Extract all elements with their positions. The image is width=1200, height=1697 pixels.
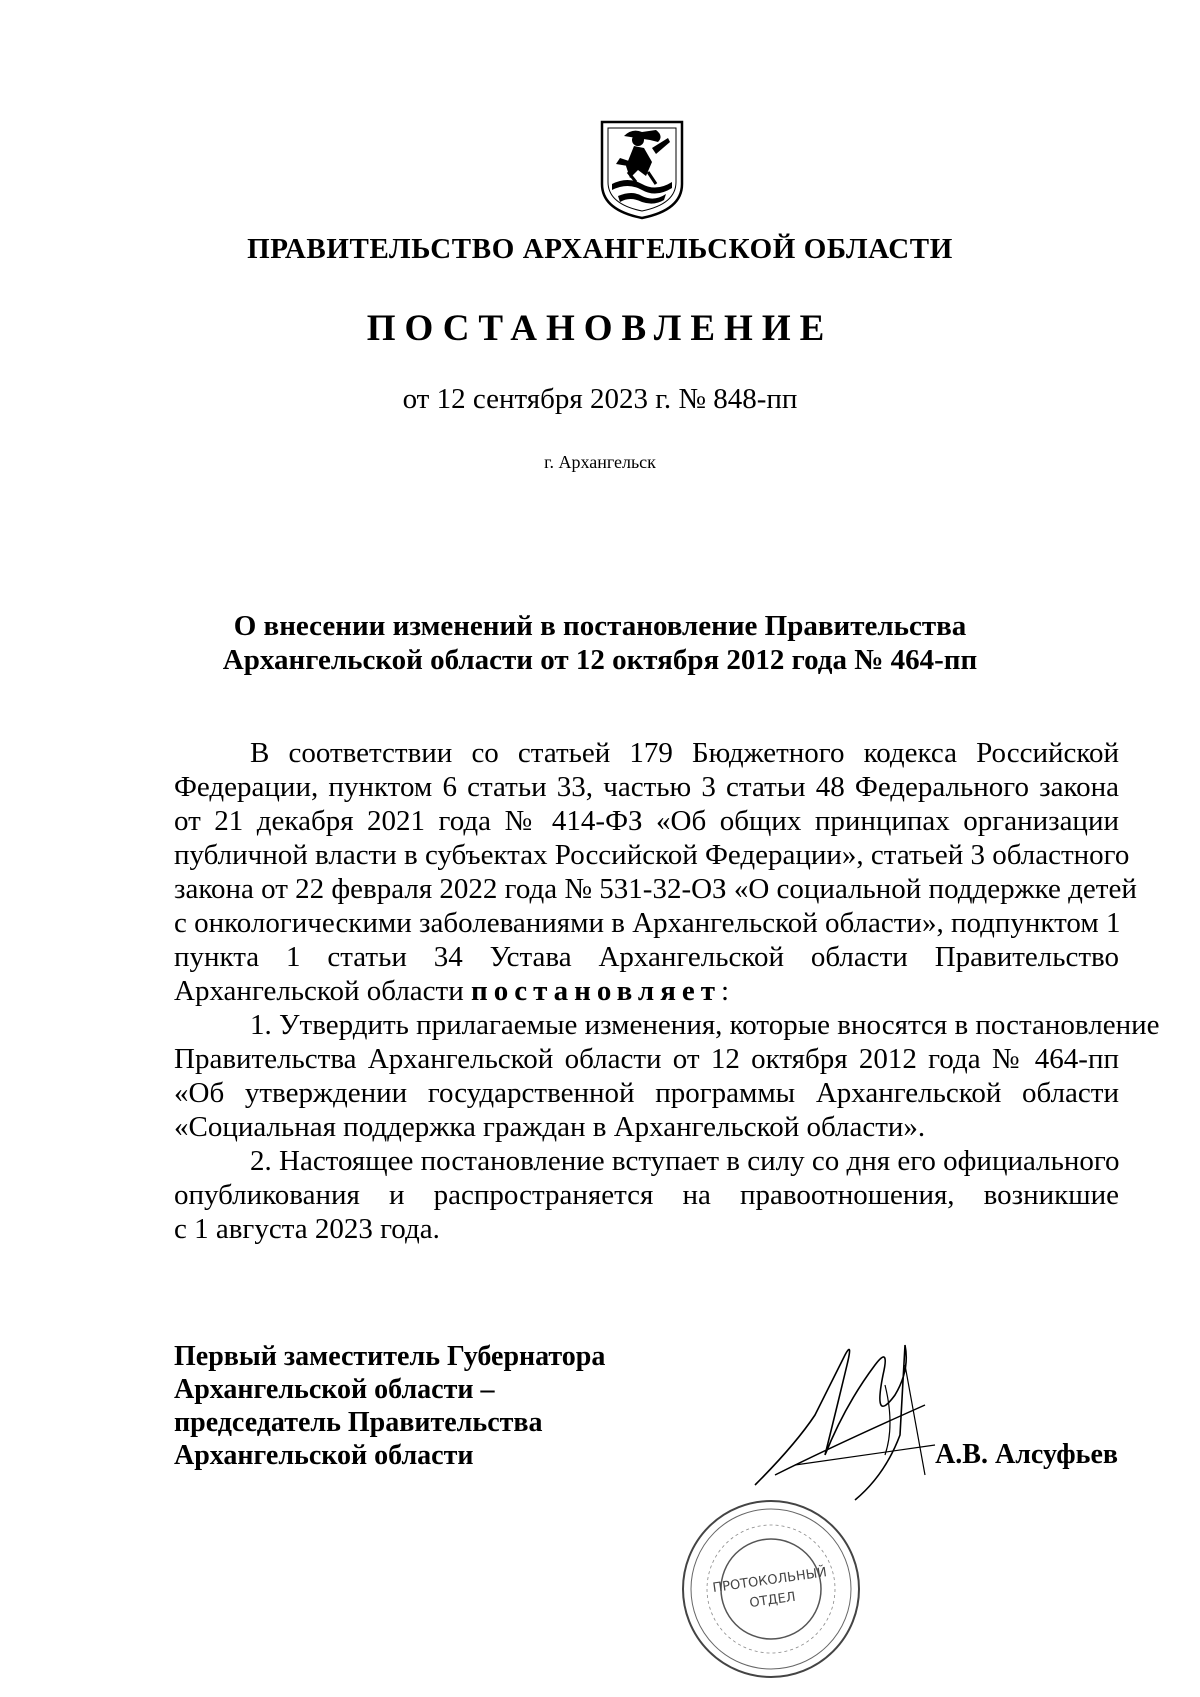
item2-line: 2. Настоящее постановление вступает в силу со дня его официального	[250, 1145, 1120, 1177]
official-seal-stamp-icon	[676, 1494, 866, 1684]
document-type: ПОСТАНОВЛЕНИЕ	[366, 308, 834, 349]
body-line-decree	[174, 974, 1119, 1008]
body-line: Федерации, пунктом 6 статьи 33, частью 3 статьи 48 Федерального закона	[174, 771, 1119, 803]
body-line-text: Архангельской области	[174, 975, 464, 1007]
subject-line: О внесении изменений в постановление Правительства	[233, 610, 967, 642]
item1-line: «Об утверждении государственной программы Архангельской области	[174, 1077, 1119, 1109]
signatory-title-line: Архангельской области	[174, 1440, 474, 1471]
signatory-title-line: председатель Правительства	[174, 1407, 543, 1438]
government-title: ПРАВИТЕЛЬСТВО АРХАНГЕЛЬСКОЙ ОБЛАСТИ	[247, 233, 953, 265]
body-line: от 21 декабря 2021 года № 414-ФЗ «Об общих принципах организации	[174, 805, 1119, 837]
body-line: закона от 22 февраля 2022 года № 531-32-ОЗ «О социальной поддержке детей	[174, 873, 1137, 905]
body-line: В соответствии со статьей 179 Бюджетного кодекса Российской	[250, 737, 1119, 769]
body-line: пункта 1 статьи 34 Устава Архангельской области Правительство	[174, 941, 1119, 973]
signatory-name: А.В. Алсуфьев	[935, 1439, 1118, 1470]
document-subject	[0, 609, 1200, 677]
signatory-title-line: Архангельской области –	[174, 1374, 495, 1405]
body-line: с онкологическими заболеваниями в Архангельской области», подпунктом 1	[174, 907, 1121, 939]
item1-line: «Социальная поддержка граждан в Архангельской области».	[174, 1111, 926, 1143]
subject-line: Архангельской области от 12 октября 2012 года № 464-пп	[222, 644, 978, 676]
document-date-number: от 12 сентября 2023 г. № 848-пп	[402, 383, 798, 415]
coat-of-arms-icon	[598, 118, 686, 220]
decree-word: постановляет	[470, 975, 722, 1007]
body-line: публичной власти в субъектах Российской Федерации», статьей 3 областного	[174, 839, 1130, 871]
item2-line: опубликования и распространяется на правоотношения, возникшие	[174, 1179, 1119, 1211]
item1-line: Правительства Архангельской области от 12 октября 2012 года № 464-пп	[174, 1043, 1119, 1075]
svg-text:ОТДЕЛ: ОТДЕЛ	[748, 1589, 797, 1612]
document-city: г. Архангельск	[544, 452, 656, 472]
document-body	[174, 736, 1160, 1246]
decree-colon: :	[721, 975, 730, 1007]
handwritten-signature-icon	[735, 1325, 975, 1510]
svg-text:ПРОТОКОЛЬНЫЙ: ПРОТОКОЛЬНЫЙ	[711, 1565, 828, 1597]
signatory-title-line: Первый заместитель Губернатора	[174, 1341, 606, 1372]
item2-line: с 1 августа 2023 года.	[174, 1213, 440, 1245]
item1-line: 1. Утвердить прилагаемые изменения, которые вносятся в постановление	[250, 1009, 1160, 1041]
signatory-title	[174, 1340, 605, 1472]
